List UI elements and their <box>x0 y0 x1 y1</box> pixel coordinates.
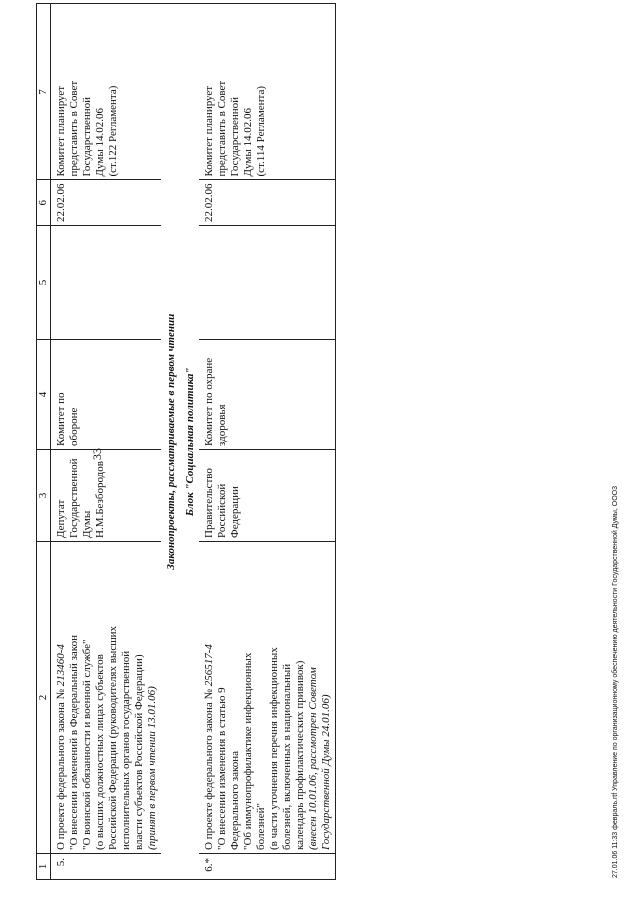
block-heading: Блок "Социальная политика" <box>180 4 199 880</box>
initiator-line: Депутат <box>55 499 67 538</box>
bill-title-prefix: О проекте федерального закона № <box>203 686 215 850</box>
bill-title-line: болезней, включенных в национальный <box>281 663 293 850</box>
bill-title-first-line <box>55 545 68 850</box>
bill-number: 256517-4 <box>203 644 215 687</box>
bill-title-line: (в части уточнения перечня инфекционных <box>268 647 280 850</box>
remark-line: Думы 14.02.06 <box>94 108 106 177</box>
bill-title-cell <box>199 542 336 854</box>
column-number-header <box>37 4 51 880</box>
bill-title-line: исполнительных органов государственной <box>120 650 132 850</box>
remark-line: Государственной <box>81 96 93 177</box>
date-cell: 22.02.06 <box>199 180 336 226</box>
remark-line: (ст.114 Регламента) <box>255 85 267 177</box>
committee-line: Комитет по <box>55 392 67 446</box>
initiator-line: Правительство <box>203 468 215 538</box>
remark-line: Комитет планирует <box>55 85 67 177</box>
table-row <box>199 4 336 880</box>
committee-line: Комитет по охране <box>203 357 215 446</box>
bill-title-line: "О внесении изменений в Федеральный закон <box>68 635 80 850</box>
page-footer: 27.01.06 11:33 февраль.rtf Управление по организационному обеспечению деятельности Государственной Думы, ООО3 <box>612 486 619 878</box>
column-header-5: 5 <box>37 226 51 340</box>
bill-title-line: (о высших должностных лицах субъектов <box>94 654 106 850</box>
bill-status-note: (принят в первом чтении 13.01.06) <box>146 686 158 850</box>
remark-line: (ст.122 Регламента) <box>107 85 119 177</box>
initiator-cell <box>51 450 162 542</box>
remark-line: Государственной <box>229 96 241 177</box>
date-cell: 22.02.06 <box>51 180 162 226</box>
remark-line: Комитет планирует <box>203 85 215 177</box>
bill-title-line: Федерального закона <box>229 750 241 850</box>
bill-title-line: "Об иммунопрофилактике инфекционных <box>242 652 254 850</box>
committee-line: здоровья <box>216 404 228 446</box>
column-5-cell <box>51 226 162 340</box>
bill-title-cell <box>51 542 162 854</box>
remark-line: Думы 14.02.06 <box>242 108 254 177</box>
committee-line: обороне <box>68 407 80 446</box>
committee-cell <box>199 340 336 450</box>
bill-title-prefix: О проекте федерального закона № <box>55 686 67 850</box>
column-header-3: 3 <box>37 450 51 542</box>
bill-schedule-table <box>36 4 336 881</box>
bill-status-note: Государственной Думы 24.01.06) <box>320 694 332 850</box>
committee-cell <box>51 340 162 450</box>
bill-title-line: болезней" <box>255 803 267 850</box>
bill-title-first-line <box>203 545 216 850</box>
bill-title-line: Российской Федерации (руководителях высших <box>107 625 119 850</box>
bill-title-line: власти субъектов Российской Федерации) <box>133 654 145 850</box>
bill-title-line: "О воинской обязанности и военной службе" <box>81 639 93 850</box>
remark-line: представить в Совет <box>216 80 228 177</box>
initiator-line: Н.М.Безбородов <box>94 461 106 538</box>
section-heading-row <box>161 4 180 880</box>
initiator-line: Государственной <box>68 458 80 538</box>
remark-cell <box>51 4 162 180</box>
bill-status-note: (внесен 10.01.06, рассмотрен Советом <box>307 667 319 850</box>
remark-line: представить в Совет <box>68 80 80 177</box>
initiator-line: Думы <box>81 510 93 538</box>
bill-number: 213460-4 <box>55 644 67 687</box>
remark-cell <box>199 4 336 180</box>
column-header-1: 1 <box>37 854 51 880</box>
table-row <box>51 4 162 880</box>
column-header-6: 6 <box>37 180 51 226</box>
column-5-cell <box>199 226 336 340</box>
column-header-7: 7 <box>37 4 51 180</box>
initiator-line: Федерации <box>229 486 241 538</box>
bill-title-line: календарь профилактических прививок) <box>294 660 306 850</box>
column-header-2: 2 <box>37 542 51 854</box>
column-header-4: 4 <box>37 340 51 450</box>
row-number: 6.* <box>199 854 336 880</box>
section-heading: Законопроекты, рассматриваемые в первом чтении <box>161 4 180 880</box>
initiator-cell <box>199 450 336 542</box>
initiator-line: Российской <box>216 483 228 538</box>
block-heading-row <box>180 4 199 880</box>
row-number: 5. <box>51 854 162 880</box>
page-number: 33 <box>90 448 104 460</box>
bill-title-line: "О внесении изменения в статью 9 <box>216 687 228 850</box>
